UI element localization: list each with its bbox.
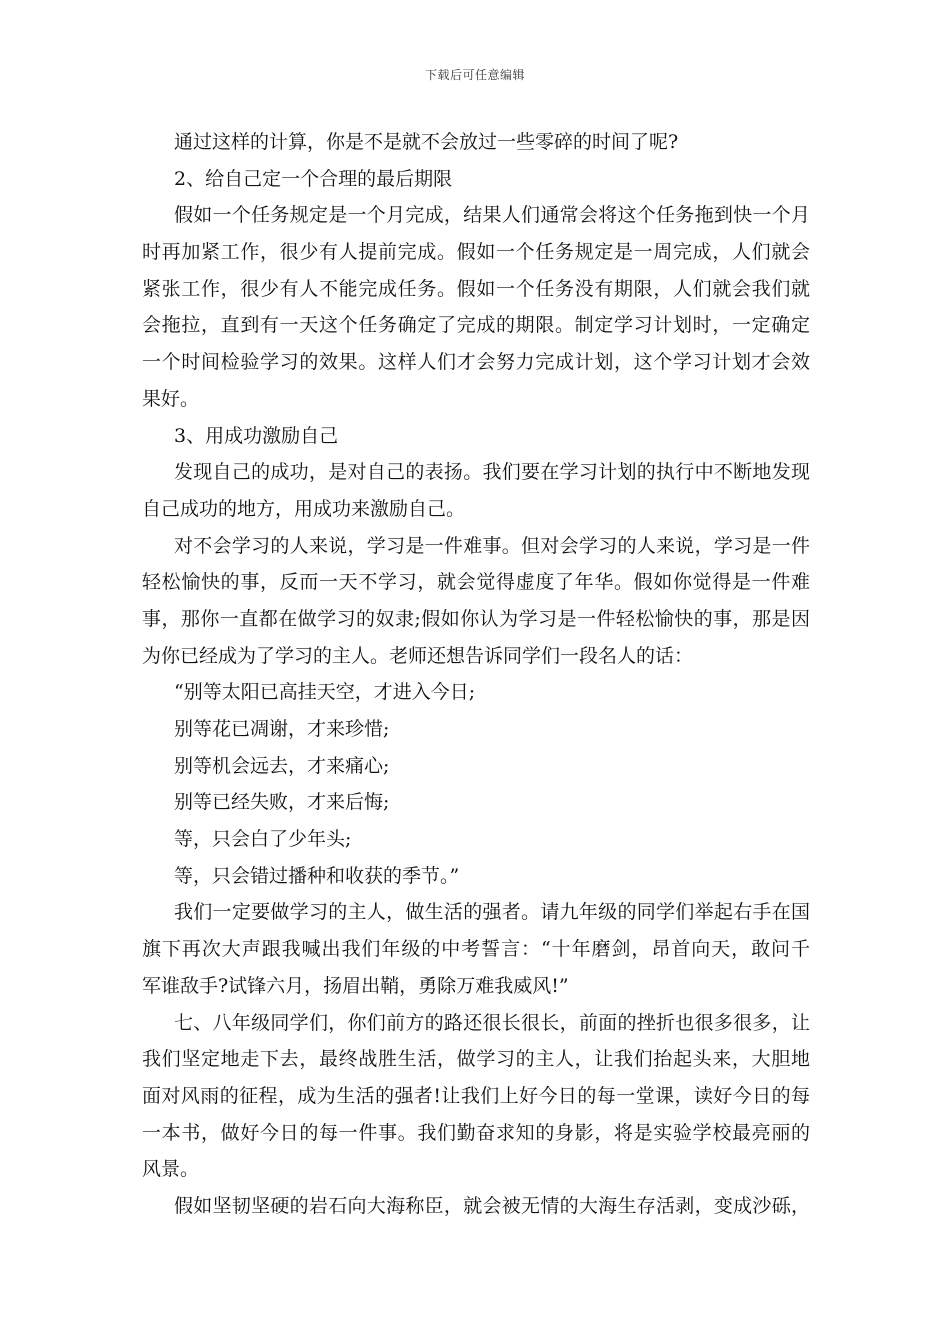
text-line: 为你已经成为了学习的主人。老师还想告诉同学们一段名人的话：: [142, 644, 694, 667]
text-line: 风景。: [142, 1158, 200, 1181]
text-line: 会拖拉，直到有一天这个任务确定了完成的期限。制定学习计划时，一定确定: [142, 314, 810, 337]
text-line: 等，只会错过播种和收获的季节。”: [174, 864, 460, 887]
text-line: 面对风雨的征程，成为生活的强者!让我们上好今日的每一堂课，读好今日的每: [142, 1084, 810, 1107]
text-line: 轻松愉快的事，反而一天不学习，就会觉得虚度了年华。假如你觉得是一件难: [142, 571, 810, 594]
text-line: 我们坚定地走下去，最终战胜生活，做学习的主人，让我们抬起头来，大胆地: [142, 1048, 810, 1071]
text-line: 果好。: [142, 387, 200, 410]
text-line: 对不会学习的人来说，学习是一件难事。但对会学习的人来说，学习是一件: [174, 534, 810, 557]
text-line: 时再加紧工作，很少有人提前完成。假如一个任务规定是一周完成，人们就会: [142, 241, 810, 264]
text-line: 3、用成功激励自己: [174, 424, 339, 447]
text-line: 一本书，做好今日的每一件事。我们勤奋求知的身影，将是实验学校最亮丽的: [142, 1121, 810, 1144]
text-line: 旗下再次大声跟我喊出我们年级的中考誓言：“十年磨剑，昂首向天，敢问千: [142, 938, 810, 961]
text-line: 紧张工作，很少有人不能完成任务。假如一个任务没有期限，人们就会我们就: [142, 277, 810, 300]
text-line: 假如坚韧坚硬的岩石向大海称臣，就会被无情的大海生存活剥，变成沙砾，: [174, 1194, 810, 1217]
text-line: 别等已经失败，才来后悔;: [174, 791, 390, 814]
text-line: 发现自己的成功，是对自己的表扬。我们要在学习计划的执行中不断地发现: [174, 461, 810, 484]
text-line: 一个时间检验学习的效果。这样人们才会努力完成计划，这个学习计划才会效: [142, 351, 810, 374]
text-line: 军谁敌手?试锋六月，扬眉出鞘，勇除万难我威风!”: [142, 974, 569, 997]
text-line: 我们一定要做学习的主人，做生活的强者。请九年级的同学们举起右手在国: [174, 901, 810, 924]
text-line: “别等太阳已高挂天空，才进入今日;: [174, 681, 476, 704]
document-body: [142, 124, 810, 1225]
text-line: 2、给自己定一个合理的最后期限: [174, 167, 453, 190]
text-line: 自己成功的地方，用成功来激励自己。: [142, 497, 466, 520]
text-line: 别等机会远去，才来痛心;: [174, 754, 390, 777]
text-line: 七、八年级同学们，你们前方的路还很长很长，前面的挫折也很多很多，让: [174, 1011, 810, 1034]
text-line: 别等花已凋谢，才来珍惜;: [174, 718, 390, 740]
text-line: 等，只会白了少年头;: [174, 828, 352, 851]
text-line: 事，那你一直都在做学习的奴隶;假如你认为学习是一件轻松愉快的事，那是因: [142, 607, 810, 630]
text-line: 假如一个任务规定是一个月完成，结果人们通常会将这个任务拖到快一个月: [174, 204, 810, 227]
text-line: 通过这样的计算，你是不是就不会放过一些零碎的时间了呢?: [174, 131, 679, 153]
page-header: 下载后可任意编辑: [424, 68, 525, 82]
